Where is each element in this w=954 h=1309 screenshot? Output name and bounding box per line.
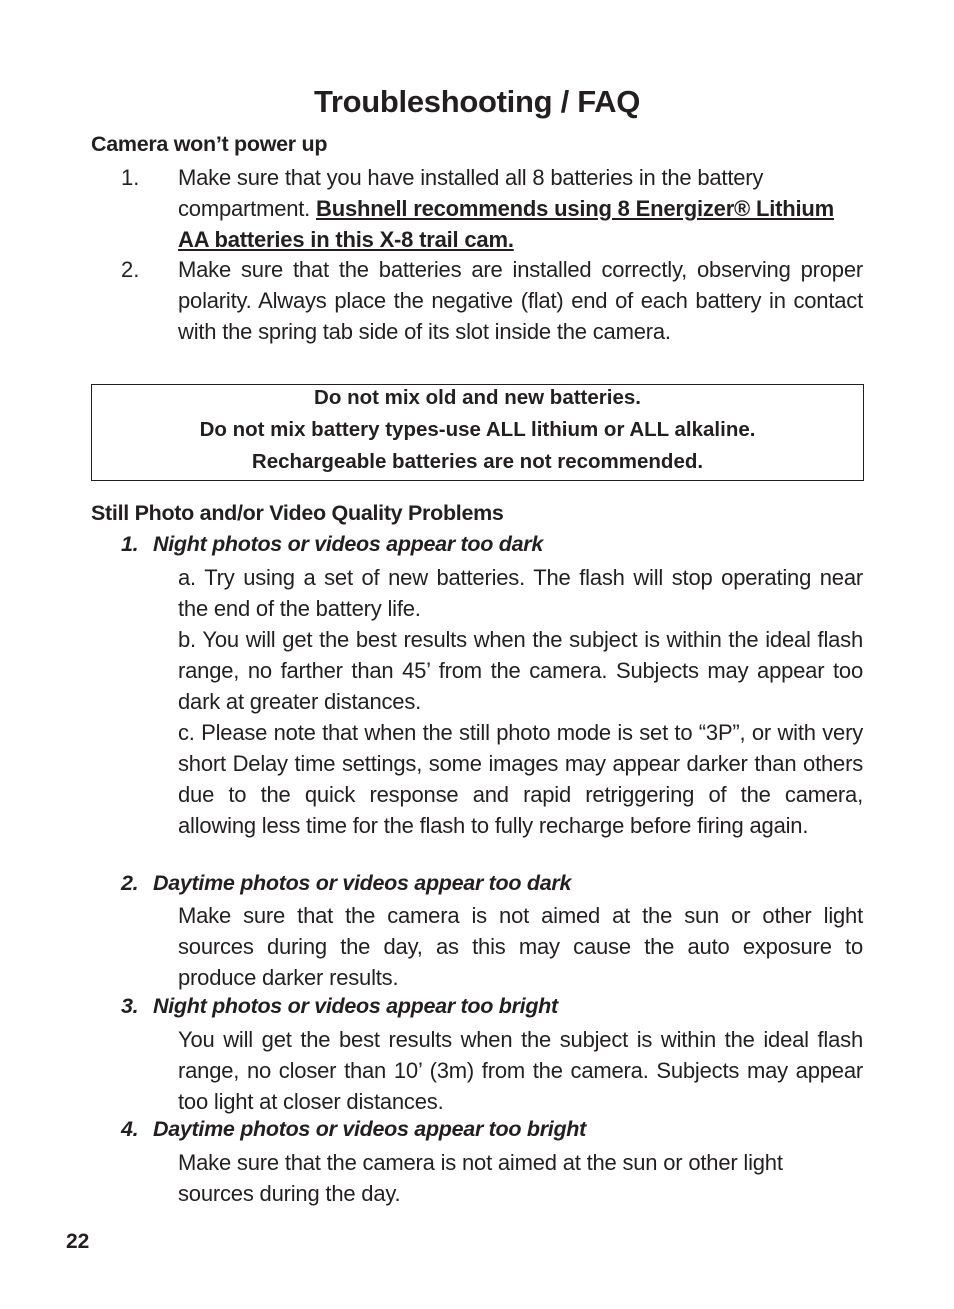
section-heading-quality: Still Photo and/or Video Quality Problems: [91, 501, 504, 525]
problem-title: Daytime photos or videos appear too dark: [153, 871, 572, 895]
problem-point: c. Please note that when the still photo mode is set to “3P”, or with very short Delay time settings, some images may appear darker than others due to the quick response and rapid retriggering of the camera, allowing less time for the flash to fully recharge before firing again.: [178, 720, 863, 838]
problem-heading: [121, 1117, 586, 1142]
problem-heading: [121, 532, 543, 557]
page-number: 22: [66, 1230, 90, 1253]
page-title: Troubleshooting / FAQ: [313, 84, 641, 119]
problem-number: 3.: [121, 994, 139, 1018]
problem-text: Make sure that the camera is not aimed at the sun or other light sources during the day, as this may cause the auto exposure to produce darker results.: [178, 903, 863, 990]
notice-line: Rechargeable batteries are not recommended.: [251, 450, 704, 473]
battery-install-text: Make sure that you have installed all 8 batteries in the battery compartment.: [178, 165, 764, 221]
problem-heading: [121, 871, 571, 896]
notice-line: Do not mix battery types-use ALL lithium or ALL alkaline.: [199, 418, 756, 441]
notice-line: Do not mix old and new batteries.: [314, 386, 641, 409]
list-number: 2.: [121, 257, 140, 282]
problem-heading: [121, 994, 558, 1019]
problem-point: a. Try using a set of new batteries. The flash will stop operating near the end of the battery life.: [178, 565, 863, 621]
list-item-text: [178, 162, 863, 255]
problem-points: [178, 562, 863, 841]
battery-recommendation: Bushnell recommends using 8 Energizer® Lithium AA batteries in this X-8 trail cam.: [178, 196, 835, 252]
problem-number: 2.: [121, 871, 139, 895]
problem-text: You will get the best results when the subject is within the ideal flash range, no closer than 10’ (3m) from the camera. Subjects may appear too light at closer distances.: [178, 1027, 863, 1114]
problem-title: Night photos or videos appear too dark: [153, 532, 543, 556]
section-heading-power: Camera won’t power up: [91, 132, 328, 156]
problem-point: b. You will get the best results when the subject is within the ideal flash range, no farther than 45’ from the camera. Subjects may appear too dark at greater distances.: [178, 627, 863, 714]
problem-title: Daytime photos or videos appear too bright: [153, 1117, 586, 1141]
problem-text: Make sure that the camera is not aimed at the sun or other light sources during the day.: [178, 1150, 783, 1206]
list-number: 1.: [121, 165, 140, 190]
problem-title: Night photos or videos appear too bright: [153, 994, 558, 1018]
list-item-text: Make sure that the batteries are installed correctly, observing proper polarity. Always place the negative (flat) end of each battery in contact with the spring tab side of its slot inside the camera.: [178, 257, 863, 344]
problem-number: 4.: [121, 1117, 139, 1141]
problem-number: 1.: [121, 532, 139, 556]
battery-notice-box: [91, 384, 864, 481]
